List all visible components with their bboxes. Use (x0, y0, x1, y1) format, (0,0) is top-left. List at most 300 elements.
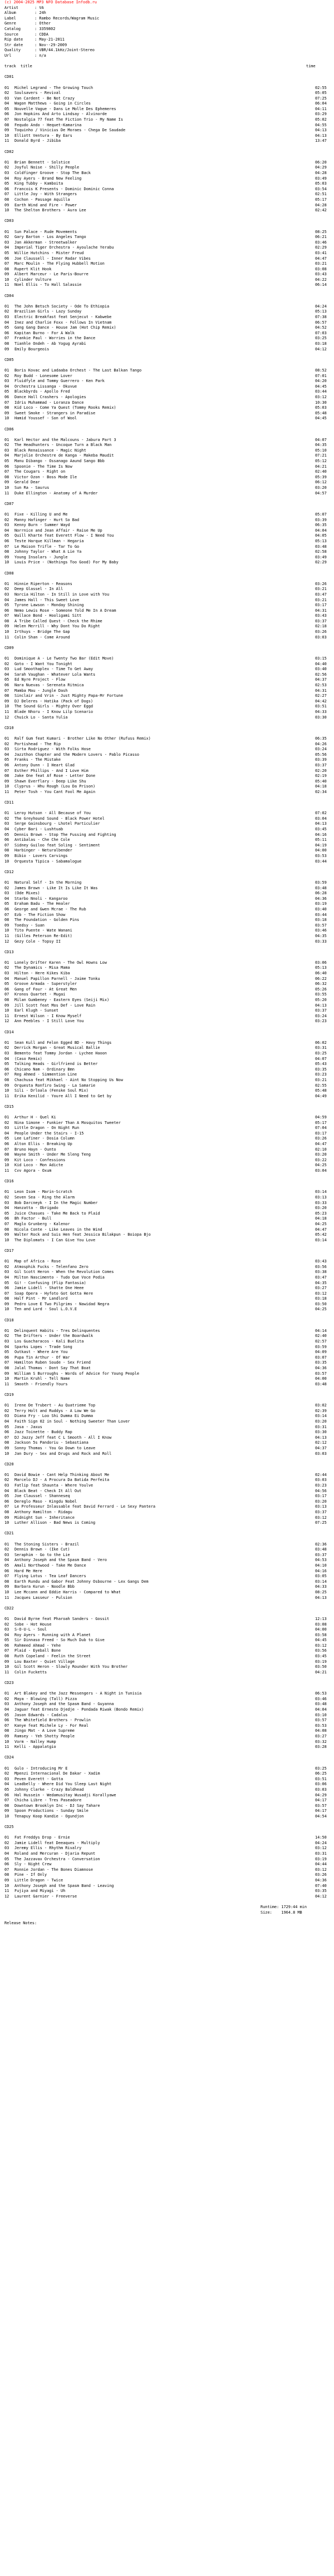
release-notes-label: Release Notes: (4, 1920, 37, 1925)
track-row (4, 208, 330, 214)
cd-label: CD05 (4, 357, 14, 362)
track-title: Jeremy Ellis - Rhythm Rivalry (14, 1846, 82, 1851)
track-time: 05:48 (315, 1088, 327, 1093)
track-number: 04 (4, 976, 9, 981)
track-time: 03:19 (315, 1659, 327, 1664)
track-row (4, 230, 330, 235)
track-row (4, 309, 330, 315)
track-title: Arthur H - Quel Ki (14, 1115, 56, 1120)
track-number: 08 (4, 1366, 9, 1370)
track-time: 03:58 (315, 1632, 327, 1637)
track-number: 08 (4, 848, 9, 853)
track-number: 02 (4, 91, 9, 96)
track-title: Kit Loco - Confessions (14, 1157, 66, 1162)
track-number: 12 (4, 1894, 9, 1899)
track-time: 06:53 (315, 1691, 327, 1696)
track-number: 09 (4, 1878, 9, 1883)
track-time: 05:13 (315, 309, 327, 314)
track-number: 03 (4, 747, 9, 752)
track-title: Teste Harque Killman - Hegaria (14, 538, 84, 543)
track-number: 03 (4, 1702, 9, 1707)
blank-line (4, 432, 330, 438)
track-time: 03:31 (315, 1851, 327, 1856)
track-number: 06 (4, 1792, 9, 1797)
info-row (4, 48, 330, 53)
track-row (4, 1473, 330, 1478)
track-number: 02 (4, 517, 9, 522)
track-time: 03:51 (315, 1776, 327, 1781)
info-key: Str date (4, 42, 23, 47)
track-time: 08:52 (315, 368, 327, 373)
track-row (4, 736, 330, 742)
track-row (4, 1366, 330, 1371)
track-number: 03 (4, 971, 9, 976)
track-number: 05 (4, 1136, 9, 1141)
track-number: 12 (4, 939, 9, 944)
blank-line (4, 795, 330, 800)
track-row (4, 1425, 330, 1430)
track-time: 03:23 (315, 1072, 327, 1077)
track-number: 08 (4, 549, 9, 554)
track-row (4, 1782, 330, 1787)
track-time: 03:17 (315, 1494, 327, 1499)
track-title: Helen Merrill - Why Dont You Do Right (14, 624, 100, 629)
track-number: 09 (4, 699, 9, 704)
watermark: (c) 2004-2025 MP3 NFO Database Infodb.ru (4, 0, 97, 4)
track-number: 07 (4, 688, 9, 693)
track-number: 02 (4, 661, 9, 666)
track-title: Fixe - Killing U and Me (14, 512, 68, 517)
track-title: (Gilles Peterson Re-Edit) (14, 933, 72, 938)
track-number: 08 (4, 693, 9, 699)
track-time: 03:12 (315, 1291, 327, 1296)
track-title: Erika Kenilid - Youre All I Need to Get by (14, 1093, 112, 1098)
track-time: 03:50 (315, 1301, 327, 1306)
track-number: 01 (4, 880, 9, 885)
track-number: 09 (4, 1659, 9, 1664)
track-row (4, 325, 330, 331)
info-key: Rip date (4, 37, 23, 42)
track-title: Michel Legrand - The Growing Touch (14, 85, 94, 90)
track-time: 04:45 (315, 384, 327, 389)
track-number: 01 (4, 1403, 9, 1408)
track-title: Marc Moulin - The Flying Hubbell Motion (14, 261, 105, 266)
track-time: 03:30 (315, 715, 327, 720)
track-title: Colin Shan - Come Around (14, 635, 70, 640)
track-title: The Diplomats - I Can Give You Love (14, 1237, 96, 1242)
size-row (4, 1910, 330, 1916)
track-row (4, 1345, 330, 1350)
track-title: Black Beat - Check It All Out (14, 1488, 82, 1493)
track-time: 03:12 (315, 1515, 327, 1520)
track-row (4, 1094, 330, 1099)
track-row (4, 672, 330, 678)
track-row (4, 1627, 330, 1633)
track-time: 06:20 (315, 160, 327, 165)
track-row (4, 267, 330, 273)
track-number: 04 (4, 1419, 9, 1424)
track-time: 03:17 (315, 1131, 327, 1136)
track-row (4, 438, 330, 443)
cd-label: CD07 (4, 501, 14, 506)
track-time: 03:47 (315, 592, 327, 597)
track-title: Brian Bennett - Solstice (14, 160, 70, 165)
track-title: Dennis Brown - (Ike Cut) (14, 1547, 70, 1552)
track-title: Sparks Lopes - Trade Song (14, 1344, 72, 1349)
track-time: 03:06 (315, 1782, 327, 1787)
track-time: 03:04 (315, 1168, 327, 1173)
track-row (4, 613, 330, 619)
track-title: Albert Marceur - Le Paris-Bourre (14, 272, 89, 277)
track-number: 06 (4, 1067, 9, 1072)
track-row (4, 1206, 330, 1211)
track-number: 11 (4, 1595, 9, 1600)
cd-label: CD13 (4, 949, 14, 954)
track-title: Joe Claussell - Inner Radar Vibes (14, 256, 91, 261)
track-number: 07 (4, 336, 9, 341)
track-time: 03:45 (315, 827, 327, 832)
track-number: 10 (4, 630, 9, 635)
track-number: 06 (4, 1216, 9, 1221)
track-number: 11 (4, 138, 9, 143)
blank-line (4, 299, 330, 304)
track-number: 05 (4, 603, 9, 608)
blank-line (4, 1024, 330, 1030)
track-time: 04:54 (315, 1814, 327, 1819)
track-time: 04:09 (315, 1350, 327, 1355)
track-time: 07:38 (315, 315, 327, 320)
track-number: 09 (4, 1445, 9, 1450)
track-title: Gang of Four - At Great Men (14, 987, 77, 992)
track-time: 03:43 (315, 613, 327, 618)
track-number: 04 (4, 1632, 9, 1637)
track-time: 05:13 (315, 538, 327, 543)
track-row (4, 1281, 330, 1286)
track-row (4, 1430, 330, 1435)
track-number: 01 (4, 1472, 9, 1477)
track-time: 02:55 (315, 1083, 327, 1088)
blank-line (4, 288, 330, 294)
track-row (4, 1638, 330, 1643)
cd-label: CD12 (4, 869, 14, 874)
track-row (4, 710, 330, 715)
track-number: 05 (4, 832, 9, 837)
track-title: Soulsavers - Revival (14, 91, 61, 96)
blank-line (4, 80, 330, 86)
blank-line (4, 155, 330, 160)
track-time: 04:28 (315, 171, 327, 175)
track-title: Gang Gang Dance - House Jam (Hot Chip Remix) (14, 325, 116, 330)
track-title: Map of Africa - Rose (14, 1259, 61, 1264)
track-time: 03:31 (315, 1046, 327, 1051)
track-time: 03:08 (315, 266, 327, 271)
info-row (4, 53, 330, 59)
track-number: 06 (4, 1568, 9, 1573)
track-time: 03:27 (315, 1286, 327, 1291)
track-title: Sean Kull and Felon Egged BD - Havy Things (14, 1040, 112, 1045)
blank-line (4, 363, 330, 368)
track-row (4, 1216, 330, 1222)
track-row (4, 1201, 330, 1206)
track-title: Idris Muhammad - Loranza Dance (14, 400, 84, 405)
track-time: 04:17 (315, 1809, 327, 1814)
track-title: Jill Scott feat Mos Def - Love Rain (14, 1003, 96, 1008)
track-number: 05 (4, 1494, 9, 1499)
track-time: 03:44 (315, 912, 327, 917)
track-title: Nostalgia 77 feat The Fiction Trio - My Name Is (14, 117, 123, 122)
track-title: Juice Chasues - Take Me Back to Plaid (14, 1211, 100, 1216)
track-number: 08 (4, 1510, 9, 1515)
track-title: Manny Hafinger - Hurt So Bad (14, 517, 80, 522)
track-time: 04:19 (315, 843, 327, 848)
track-row (4, 603, 330, 608)
track-number: 10 (4, 928, 9, 933)
track-row (4, 907, 330, 913)
track-number: 06 (4, 1430, 9, 1435)
track-time: 02:39 (315, 1408, 327, 1413)
track-row (4, 918, 330, 923)
track-time: 06:22 (315, 976, 327, 981)
track-number: 01 (4, 581, 9, 586)
track-number: 01 (4, 736, 9, 741)
track-number: 11 (4, 1670, 9, 1675)
blank-line (4, 1761, 330, 1766)
track-time: 03:19 (315, 901, 327, 906)
cd-label: CD15 (4, 1104, 14, 1109)
track-number: 08 (4, 1728, 9, 1733)
track-time: 02:51 (315, 192, 327, 197)
track-time: 03:55 (315, 992, 327, 997)
blank-line (4, 1174, 330, 1180)
header-time: time (306, 64, 316, 69)
track-time: 03:49 (315, 176, 327, 181)
track-number: 02 (4, 1046, 9, 1051)
track-row (4, 464, 330, 470)
track-number: 09 (4, 1157, 9, 1162)
track-title: Anthony Hamilton - Ridagu (14, 1510, 72, 1515)
track-number: 10 (4, 1008, 9, 1013)
track-title: Hamid Youssef - Son of Wool (14, 416, 77, 421)
track-time: 03:12 (315, 1846, 327, 1851)
track-title: Terry Holt and Ruddys - A Low We Go (14, 1408, 96, 1413)
track-row (4, 1163, 330, 1168)
track-number: 01 (4, 1616, 9, 1621)
track-time: 07:40 (315, 1883, 327, 1888)
track-time: 06:21 (315, 235, 327, 240)
track-row (4, 347, 330, 353)
cd-label: CD18 (4, 1317, 14, 1322)
track-row (4, 331, 330, 336)
track-number: 09 (4, 1371, 9, 1376)
track-title: Flying Lotus - Tea Leaf Dancers (14, 1574, 86, 1579)
track-title: Sili - Drloala (Fenske Soul Mix) (14, 1088, 89, 1093)
track-title: Orquesta Ronfiro Swing - La Samarie (14, 1083, 96, 1088)
track-time: 03:26 (315, 630, 327, 635)
track-time: 03:45 (315, 1654, 327, 1659)
track-number: 03 (4, 1126, 9, 1131)
track-title: Gary Barton - Los Angeles Tango (14, 235, 86, 240)
track-row (4, 1648, 330, 1654)
track-number: 11 (4, 283, 9, 288)
track-number: 06 (4, 1142, 9, 1147)
track-row (4, 960, 330, 966)
track-row (4, 965, 330, 971)
track-number: 09 (4, 923, 9, 928)
info-value: CDDA (39, 32, 48, 37)
track-title: Gil Scott Heron - When the Revolution Comes (14, 1270, 114, 1275)
track-title: Mamba Mau - Jungle Dash (14, 688, 68, 693)
track-time: 03:57 (315, 1371, 327, 1376)
track-row (4, 1617, 330, 1622)
track-time: 03:59 (315, 1344, 327, 1349)
track-row (4, 1147, 330, 1153)
track-row (4, 1014, 330, 1019)
info-key: Quality (4, 48, 21, 53)
track-row (4, 171, 330, 176)
track-row (4, 1558, 330, 1563)
track-number: 06 (4, 538, 9, 543)
track-time: 04:10 (315, 1563, 327, 1568)
track-title: Jake One feat Af Rose - Letter Done (14, 774, 96, 779)
track-title: Jackson 5s Pandoriu - Sebastiana (14, 1440, 89, 1445)
track-title: Inez and Charlie Foxx - Follows In Vietnam (14, 320, 112, 325)
track-title: Bh Factor - Bull (14, 1216, 52, 1221)
track-number: 11 (4, 1013, 9, 1018)
track-time: 07:04 (315, 1126, 327, 1131)
track-title: Gi! - Confusing (Flip Fantasia) (14, 1280, 86, 1285)
track-number: 08 (4, 1077, 9, 1082)
track-number: 03 (4, 1414, 9, 1419)
track-row (4, 1633, 330, 1638)
track-row (4, 1654, 330, 1659)
info-key: Artist (4, 5, 18, 10)
track-time: 05:48 (315, 410, 327, 415)
track-time: 04:31 (315, 608, 327, 613)
track-row (4, 1329, 330, 1334)
track-title: Fequdo Ando - Hequet-Kamarina (14, 122, 82, 127)
track-time: 05:23 (315, 1211, 327, 1216)
track-time: 03:30 (315, 1430, 327, 1435)
track-number: 01 (4, 1115, 9, 1120)
track-time: 03:04 (315, 816, 327, 821)
track-number: 07 (4, 1221, 9, 1226)
track-row (4, 1088, 330, 1094)
blank-line (4, 1686, 330, 1692)
track-time: 03:20 (315, 1206, 327, 1211)
track-title: Tianhle Ondeh - Ab Yogug Ayrabi (14, 341, 86, 346)
track-time: 03:29 (315, 112, 327, 117)
track-time: 03:24 (315, 747, 327, 752)
track-number: 04 (4, 1782, 9, 1787)
track-row (4, 1168, 330, 1174)
track-row (4, 117, 330, 123)
track-number: 02 (4, 443, 9, 448)
track-time: 02:12 (315, 1440, 327, 1445)
blank-line (4, 1830, 330, 1836)
track-title: Earl Klugh - Sunset (14, 1008, 58, 1013)
track-time: 03:14 (315, 1237, 327, 1242)
track-number: 02 (4, 373, 9, 378)
track-time: 04:04 (315, 528, 327, 533)
track-title: Willie Hutchins - Mister Freud (14, 250, 84, 255)
track-number: 02 (4, 816, 9, 821)
track-number: 04 (4, 1558, 9, 1563)
track-time: 05:20 (315, 998, 327, 1003)
track-title: Smooth - Friendly Yours (14, 1381, 68, 1386)
track-title: DJ Jazzy Jeff feat C L Smooth - All I Know (14, 1435, 112, 1440)
track-number: 05 (4, 533, 9, 538)
track-number: 04 (4, 1707, 9, 1712)
track-title: Jan Akkerman - Streetwalker (14, 240, 77, 245)
track-time: 03:15 (315, 656, 327, 661)
track-time: 04:57 (315, 491, 327, 496)
track-title: Little Joy - With Strangers (14, 192, 77, 197)
track-row (4, 848, 330, 854)
track-time: 04:00 (315, 1376, 327, 1381)
blank-line (4, 1398, 330, 1404)
track-time: 02:10 (315, 1147, 327, 1152)
track-title: Luther Allison - Bad News is Coming (14, 1520, 96, 1525)
track-time: 03:03 (315, 1787, 327, 1792)
track-number: 05 (4, 1638, 9, 1643)
track-time: 04:24 (315, 304, 327, 309)
track-time: 04:12 (315, 346, 327, 351)
track-row (4, 272, 330, 278)
track-row (4, 1723, 330, 1729)
track-title: Sonny Thomas - You Go Down to Leave (14, 1445, 96, 1450)
track-title: Plaid - Eyeball Bone (14, 1648, 61, 1653)
track-time: 03:26 (315, 581, 327, 586)
track-title: Seven Sea - Ring the Alarm (14, 1195, 75, 1200)
cd-label: CD09 (4, 645, 14, 650)
track-row (4, 379, 330, 384)
track-row (4, 1841, 330, 1846)
track-number: 10 (4, 1814, 9, 1819)
track-title: Alton Ellis - Breaking Up (14, 1142, 72, 1147)
track-number: 08 (4, 918, 9, 923)
track-title: Lee Mccann and Eddie Harris - Compared to What (14, 1589, 121, 1594)
blank-line (4, 1312, 330, 1318)
track-title: Hinnie Riperton - Reasons (14, 581, 72, 586)
track-row (4, 1190, 330, 1195)
track-time: 08:25 (315, 229, 327, 234)
track-title: Manu Dibango - Ossanago Aaund Sango Bbb (14, 459, 105, 464)
track-title: Franks - The Mistake (14, 757, 61, 762)
cd-label: CD06 (4, 427, 14, 432)
track-row (4, 699, 330, 705)
track-time: 04:25 (315, 1307, 327, 1312)
track-row (4, 176, 330, 182)
cd-label: CD02 (4, 149, 14, 154)
track-row (4, 843, 330, 849)
track-row (4, 469, 330, 475)
track-title: Elliott Ventura - By Ears (14, 133, 72, 138)
track-number: 09 (4, 410, 9, 415)
info-key: Source (4, 32, 18, 37)
track-time: 04:16 (315, 832, 327, 837)
track-title: Dance Hall Crashers - Apologies (14, 394, 86, 399)
track-row (4, 1259, 330, 1265)
track-title: Eraham Badu - The Healer (14, 901, 70, 906)
track-title: (Ode Mixes) (14, 891, 40, 896)
track-row (4, 1270, 330, 1275)
track-number: 08 (4, 774, 9, 779)
track-row (4, 1728, 330, 1734)
track-number: 09 (4, 1301, 9, 1306)
track-time: 06:04 (315, 101, 327, 106)
size-value: 1964.8 MB (281, 1910, 302, 1915)
track-row (4, 592, 330, 598)
